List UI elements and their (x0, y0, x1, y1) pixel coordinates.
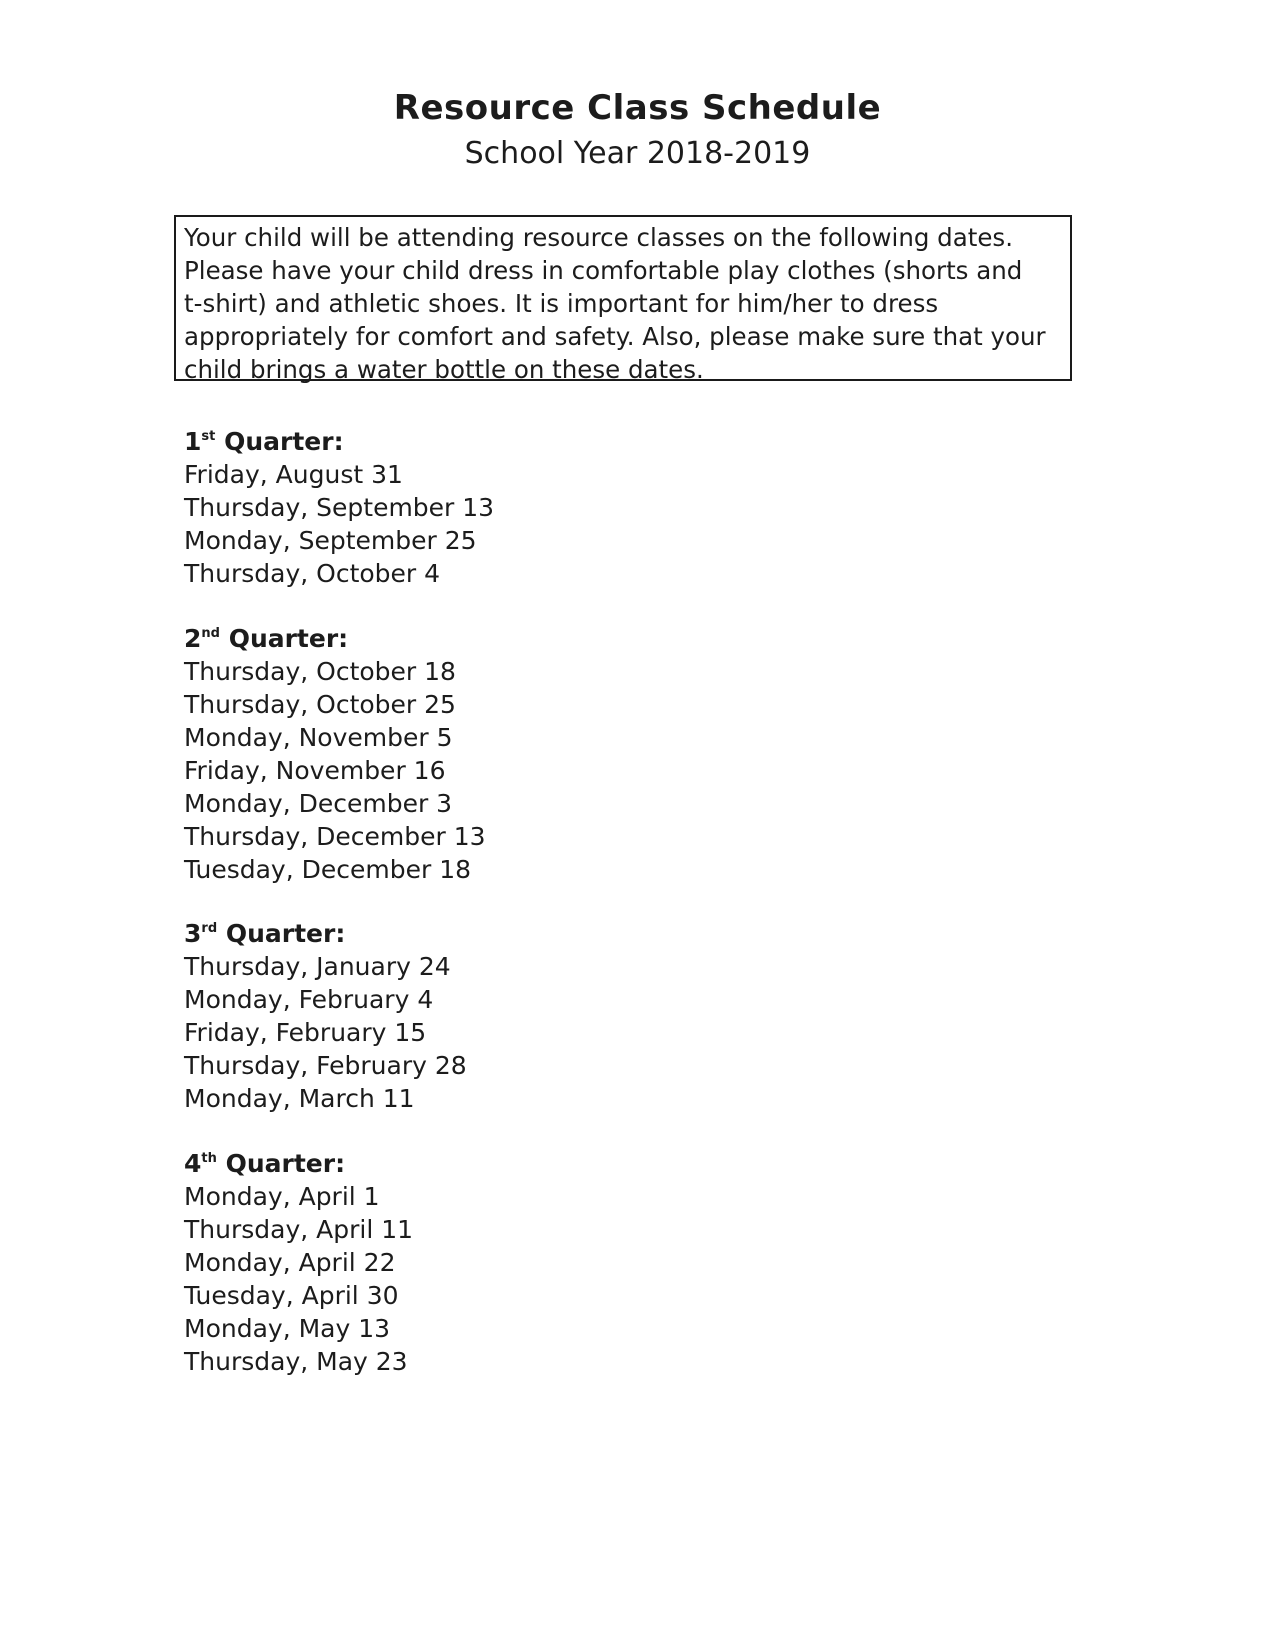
notice-line: appropriately for comfort and safety. Also, please make sure that your (184, 322, 1046, 351)
quarter-1-section (184, 425, 494, 590)
quarter-3-section (184, 917, 467, 1115)
quarter-heading (184, 425, 494, 458)
date-item: Thursday, February 28 (184, 1051, 467, 1080)
date-item: Thursday, October 4 (184, 559, 441, 588)
date-item: Monday, February 4 (184, 985, 434, 1014)
quarter-number: 2 (184, 624, 202, 653)
quarter-label: Quarter: (225, 919, 346, 948)
date-item: Thursday, April 11 (184, 1215, 414, 1244)
quarter-2-section (184, 622, 486, 886)
quarter-ordinal-suffix: rd (201, 921, 218, 936)
date-item: Thursday, October 25 (184, 690, 456, 719)
notice-line: Your child will be attending resource classes on the following dates. (184, 223, 1013, 252)
quarter-4-section (184, 1147, 413, 1378)
date-item: Monday, April 22 (184, 1248, 396, 1277)
date-item: Monday, March 11 (184, 1084, 415, 1113)
quarter-label: Quarter: (228, 624, 349, 653)
notice-line: t-shirt) and athletic shoes. It is important for him/her to dress (184, 289, 939, 318)
date-list (184, 655, 486, 886)
date-item: Friday, August 31 (184, 460, 403, 489)
document-subtitle: School Year 2018-2019 (464, 136, 811, 171)
date-list (184, 950, 467, 1115)
quarter-ordinal-suffix: th (201, 1151, 217, 1166)
quarter-ordinal-suffix: st (201, 429, 216, 444)
date-item: Thursday, December 13 (184, 822, 486, 851)
date-list (184, 1180, 413, 1378)
quarter-number: 1 (184, 427, 202, 456)
date-item: Monday, September 25 (184, 526, 477, 555)
date-item: Thursday, May 23 (184, 1347, 408, 1376)
date-item: Monday, November 5 (184, 723, 453, 752)
quarter-ordinal-suffix: nd (201, 626, 220, 641)
date-item: Thursday, January 24 (184, 952, 451, 981)
date-item: Tuesday, December 18 (184, 855, 471, 884)
date-item: Tuesday, April 30 (184, 1281, 399, 1310)
quarter-heading (184, 1147, 413, 1180)
date-item: Friday, November 16 (184, 756, 446, 785)
document-title: Resource Class Schedule (393, 88, 882, 128)
date-item: Thursday, September 13 (184, 493, 495, 522)
quarter-number: 3 (184, 919, 202, 948)
quarter-label: Quarter: (224, 427, 344, 456)
date-item: Monday, May 13 (184, 1314, 391, 1343)
date-list (184, 458, 494, 590)
date-item: Thursday, October 18 (184, 657, 456, 686)
notice-line: child brings a water bottle on these dates. (184, 355, 704, 384)
date-item: Friday, February 15 (184, 1018, 427, 1047)
quarter-heading (184, 622, 486, 655)
quarter-heading (184, 917, 467, 950)
notice-box (174, 215, 1072, 384)
notice-line: Please have your child dress in comfortable play clothes (shorts and (184, 256, 1023, 285)
date-item: Monday, December 3 (184, 789, 453, 818)
quarter-label: Quarter: (225, 1149, 346, 1178)
date-item: Monday, April 1 (184, 1182, 380, 1211)
quarter-number: 4 (184, 1149, 202, 1178)
